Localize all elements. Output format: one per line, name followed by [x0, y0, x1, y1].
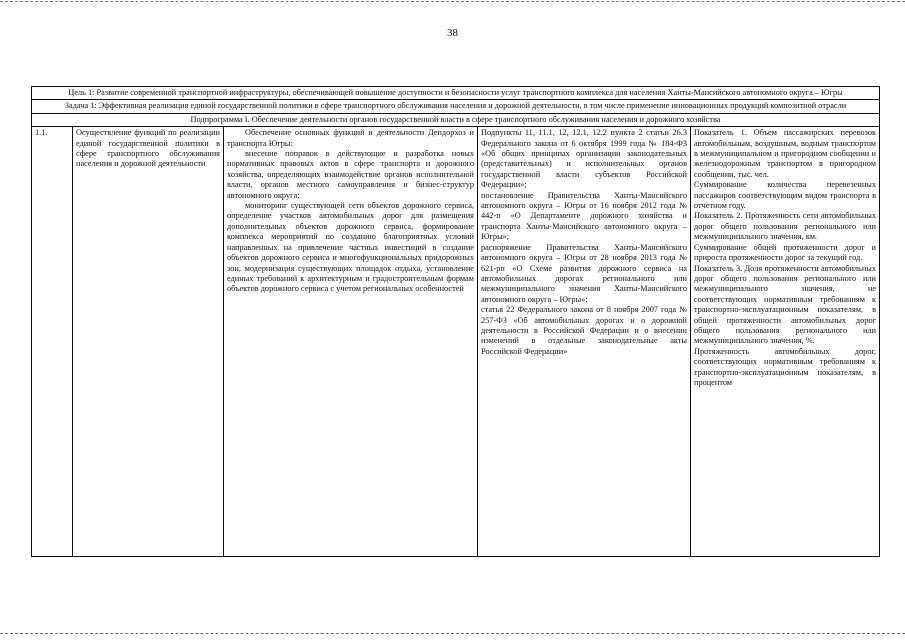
content-paragraph: Обеспечение основных функций и деятельности Депдорхоз и транспорта Югры:	[227, 128, 474, 148]
indicator-paragraph: Показатель 3. Доля протяженности автомобильных дорог общего пользования регионального или межмуниципального значения, не соответствующих нормативным требованиям к транспортно-эксплуатационным показателям, в общей протяженности автомобильных дорог общего пользования регионального или межмуниципального значения, %.	[694, 263, 877, 346]
table-row	[32, 127, 880, 557]
task-text: Задача 1: Эффективная реализация единой государственной политики в сфере транспортного обслуживания населения и дорожной деятельности, в том числе применение инновационных продукций композитной отрасли	[32, 100, 880, 113]
content-paragraph: внесение поправок в действующие и разработка новых нормативных правовых актов в сфере транспорта и дорожного хозяйства, определяющих взаимодействие органов исполнительной власти, органов местного самоуправления и бизнес-структур автономного округа;	[227, 149, 474, 200]
indicator-paragraph: Суммирование количества перевезенных пассажиров соответствующим видом транспорта в отчетном году.	[694, 180, 877, 211]
indicator-paragraph: Суммирование общей протяженности дорог и прироста протяженности дорог за текущий год.	[694, 242, 877, 263]
bottom-scan-rule	[0, 633, 905, 634]
top-scan-rule	[0, 1, 905, 2]
task-row	[32, 100, 880, 113]
basis-paragraph: статья 22 Федерального закона от 8 ноября 2007 года № 257-ФЗ «Об автомобильных дорогах и о дорожной деятельности в Российской Федерации и о внесении изменений в отдельные законодательные акты Российской Федерации»	[481, 305, 687, 356]
goal-text: Цель 1: Развитие современной транспортной инфраструктуры, обеспечивающей повышение доступности и безопасности услуг транспортного комплекса для населения Ханты-Мансийского автономного округа – Югры	[32, 87, 880, 100]
page-number: 38	[447, 27, 458, 39]
content-paragraph: мониторинг существующей сети объектов дорожного сервиса, определение участков автомобильных дорог для размещения дополнительных объектов дорожного сервиса, формирование комплекса мероприятий по созданию благоприятных условий направленных на привлечение частных инвестиций в создание объектов дорожного сервиса и многофункциональных придорожных зон, модернизация существующих площадок отдыха, установление единых требований к архитектурным и градостроительным формам объектов дорожного сервиса с учетом региональных особенностей	[227, 201, 474, 294]
indicator-paragraph: Показатель 1. Объем пассажирских перевозок автомобильным, воздушным, водным транспортом в межмуниципальном и пригородном сообщении и железнодорожным транспортом в пригородном сообщении, тыс. чел.	[694, 128, 877, 179]
indicators	[691, 127, 880, 557]
basis-paragraph: Подпункты 11, 11.1, 12, 12.1, 12.2 пункта 2 статьи 26.3 Федерального закона от 6 октября 1999 года № 184-ФЗ «Об общих принципах организации законодательных (представительных) и исполнительных органов государственной власти субъектов Российской Федерации»;	[481, 128, 687, 190]
goal-row	[32, 87, 880, 100]
indicator-paragraph: Протяженность автомобильных дорог, соответствующих нормативным требованиям к транспортно-эксплуатационным показателям, в процентом	[694, 346, 877, 387]
basis-paragraph: распоряжение Правительства Ханты-Мансийского автономного округа – Югры от 28 ноября 2013 года № 621-рп «О Схеме развития дорожного сервиса на автомобильных дорогах регионального или межмуниципального значения Ханты-Мансийского автономного округа – Югры»;	[481, 242, 687, 304]
measure-name: Осуществление функций по реализации единой государственной политики в сфере транспортного обслуживания населения и дорожной деятельности	[73, 127, 224, 557]
legal-basis	[478, 127, 691, 557]
row-number: 1.1.	[32, 127, 73, 557]
program-table	[31, 86, 880, 557]
indicator-paragraph: Показатель 2. Протяженность сети автомобильных дорог общего пользования регионального или межмуниципального значения, км.	[694, 211, 877, 242]
measure-content	[224, 127, 478, 557]
subprogram-text: Подпрограмма I. Обеспечение деятельности органов государственной власти в сфере транспортного обслуживания населения и дорожного хозяйства	[32, 113, 880, 126]
subprogram-row	[32, 113, 880, 126]
basis-paragraph: постановление Правительства Ханты-Мансийского автономного округа – Югры от 16 ноября 2012 года № 442-п «О Департаменте дорожного хозяйства и транспорта Ханты-Мансийского автономного округа – Югры»;	[481, 190, 687, 242]
